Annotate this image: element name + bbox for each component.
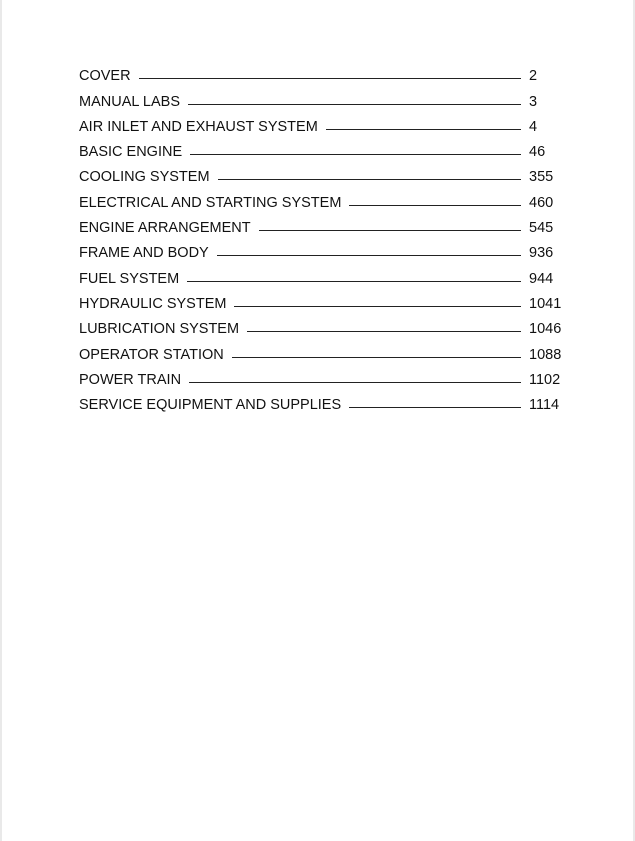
toc-entry-electrical-starting[interactable] <box>79 186 562 211</box>
toc-entry-page: 3 <box>529 93 538 110</box>
toc-entry-page: 2 <box>529 68 538 85</box>
toc-leader-line <box>349 407 521 408</box>
toc-entry-fuel-system[interactable] <box>79 262 562 287</box>
table-of-contents <box>79 60 562 414</box>
toc-entry-basic-engine[interactable] <box>79 136 562 161</box>
toc-entry-frame-body[interactable] <box>79 237 562 262</box>
toc-entry-cover[interactable] <box>79 60 562 85</box>
toc-entry-page: 1088 <box>529 346 562 363</box>
toc-leader-line <box>217 255 521 256</box>
toc-entry-page: 4 <box>529 118 538 135</box>
toc-entry-operator-station[interactable] <box>79 338 562 363</box>
toc-entry-title: COOLING SYSTEM <box>79 169 210 186</box>
toc-entry-page: 1041 <box>529 295 562 312</box>
toc-leader-line <box>139 78 521 79</box>
toc-entry-power-train[interactable] <box>79 364 562 389</box>
toc-leader-line <box>188 104 521 105</box>
toc-entry-page: 944 <box>529 270 554 287</box>
toc-entry-title: MANUAL LABS <box>79 93 180 110</box>
toc-entry-title: AIR INLET AND EXHAUST SYSTEM <box>79 118 318 135</box>
toc-entry-title: POWER TRAIN <box>79 371 182 388</box>
toc-leader-line <box>218 179 521 180</box>
toc-entry-page: 1102 <box>529 371 561 388</box>
toc-entry-manual-labs[interactable] <box>79 85 562 110</box>
toc-leader-line <box>247 331 521 332</box>
toc-entry-cooling-system[interactable] <box>79 161 562 186</box>
toc-entry-title: FUEL SYSTEM <box>79 270 180 287</box>
toc-entry-page: 1114 <box>529 397 560 414</box>
document-page <box>2 0 633 841</box>
toc-entry-air-inlet-exhaust[interactable] <box>79 111 562 136</box>
toc-entry-title: HYDRAULIC SYSTEM <box>79 295 227 312</box>
toc-entry-engine-arrangement[interactable] <box>79 212 562 237</box>
toc-entry-title: SERVICE EQUIPMENT AND SUPPLIES <box>79 397 342 414</box>
toc-leader-line <box>232 357 521 358</box>
toc-entry-title: BASIC ENGINE <box>79 144 183 161</box>
toc-entry-title: FRAME AND BODY <box>79 245 209 262</box>
toc-entry-page: 46 <box>529 144 546 161</box>
toc-entry-page: 460 <box>529 194 554 211</box>
toc-leader-line <box>259 230 521 231</box>
toc-entry-title: ELECTRICAL AND STARTING SYSTEM <box>79 194 342 211</box>
toc-entry-title: OPERATOR STATION <box>79 346 224 363</box>
toc-entry-lubrication-system[interactable] <box>79 313 562 338</box>
toc-entry-title: LUBRICATION SYSTEM <box>79 321 240 338</box>
toc-entry-service-equipment-supplies[interactable] <box>79 389 562 414</box>
toc-entry-hydraulic-system[interactable] <box>79 288 562 313</box>
toc-entry-title: COVER <box>79 68 131 85</box>
toc-leader-line <box>189 382 521 383</box>
toc-leader-line <box>234 306 521 307</box>
toc-leader-line <box>187 281 521 282</box>
toc-leader-line <box>190 154 521 155</box>
toc-entry-page: 936 <box>529 245 554 262</box>
toc-entry-page: 545 <box>529 220 554 237</box>
toc-leader-line <box>326 129 521 130</box>
toc-entry-page: 355 <box>529 169 554 186</box>
toc-entry-page: 1046 <box>529 321 562 338</box>
toc-leader-line <box>349 205 521 206</box>
toc-entry-title: ENGINE ARRANGEMENT <box>79 220 251 237</box>
